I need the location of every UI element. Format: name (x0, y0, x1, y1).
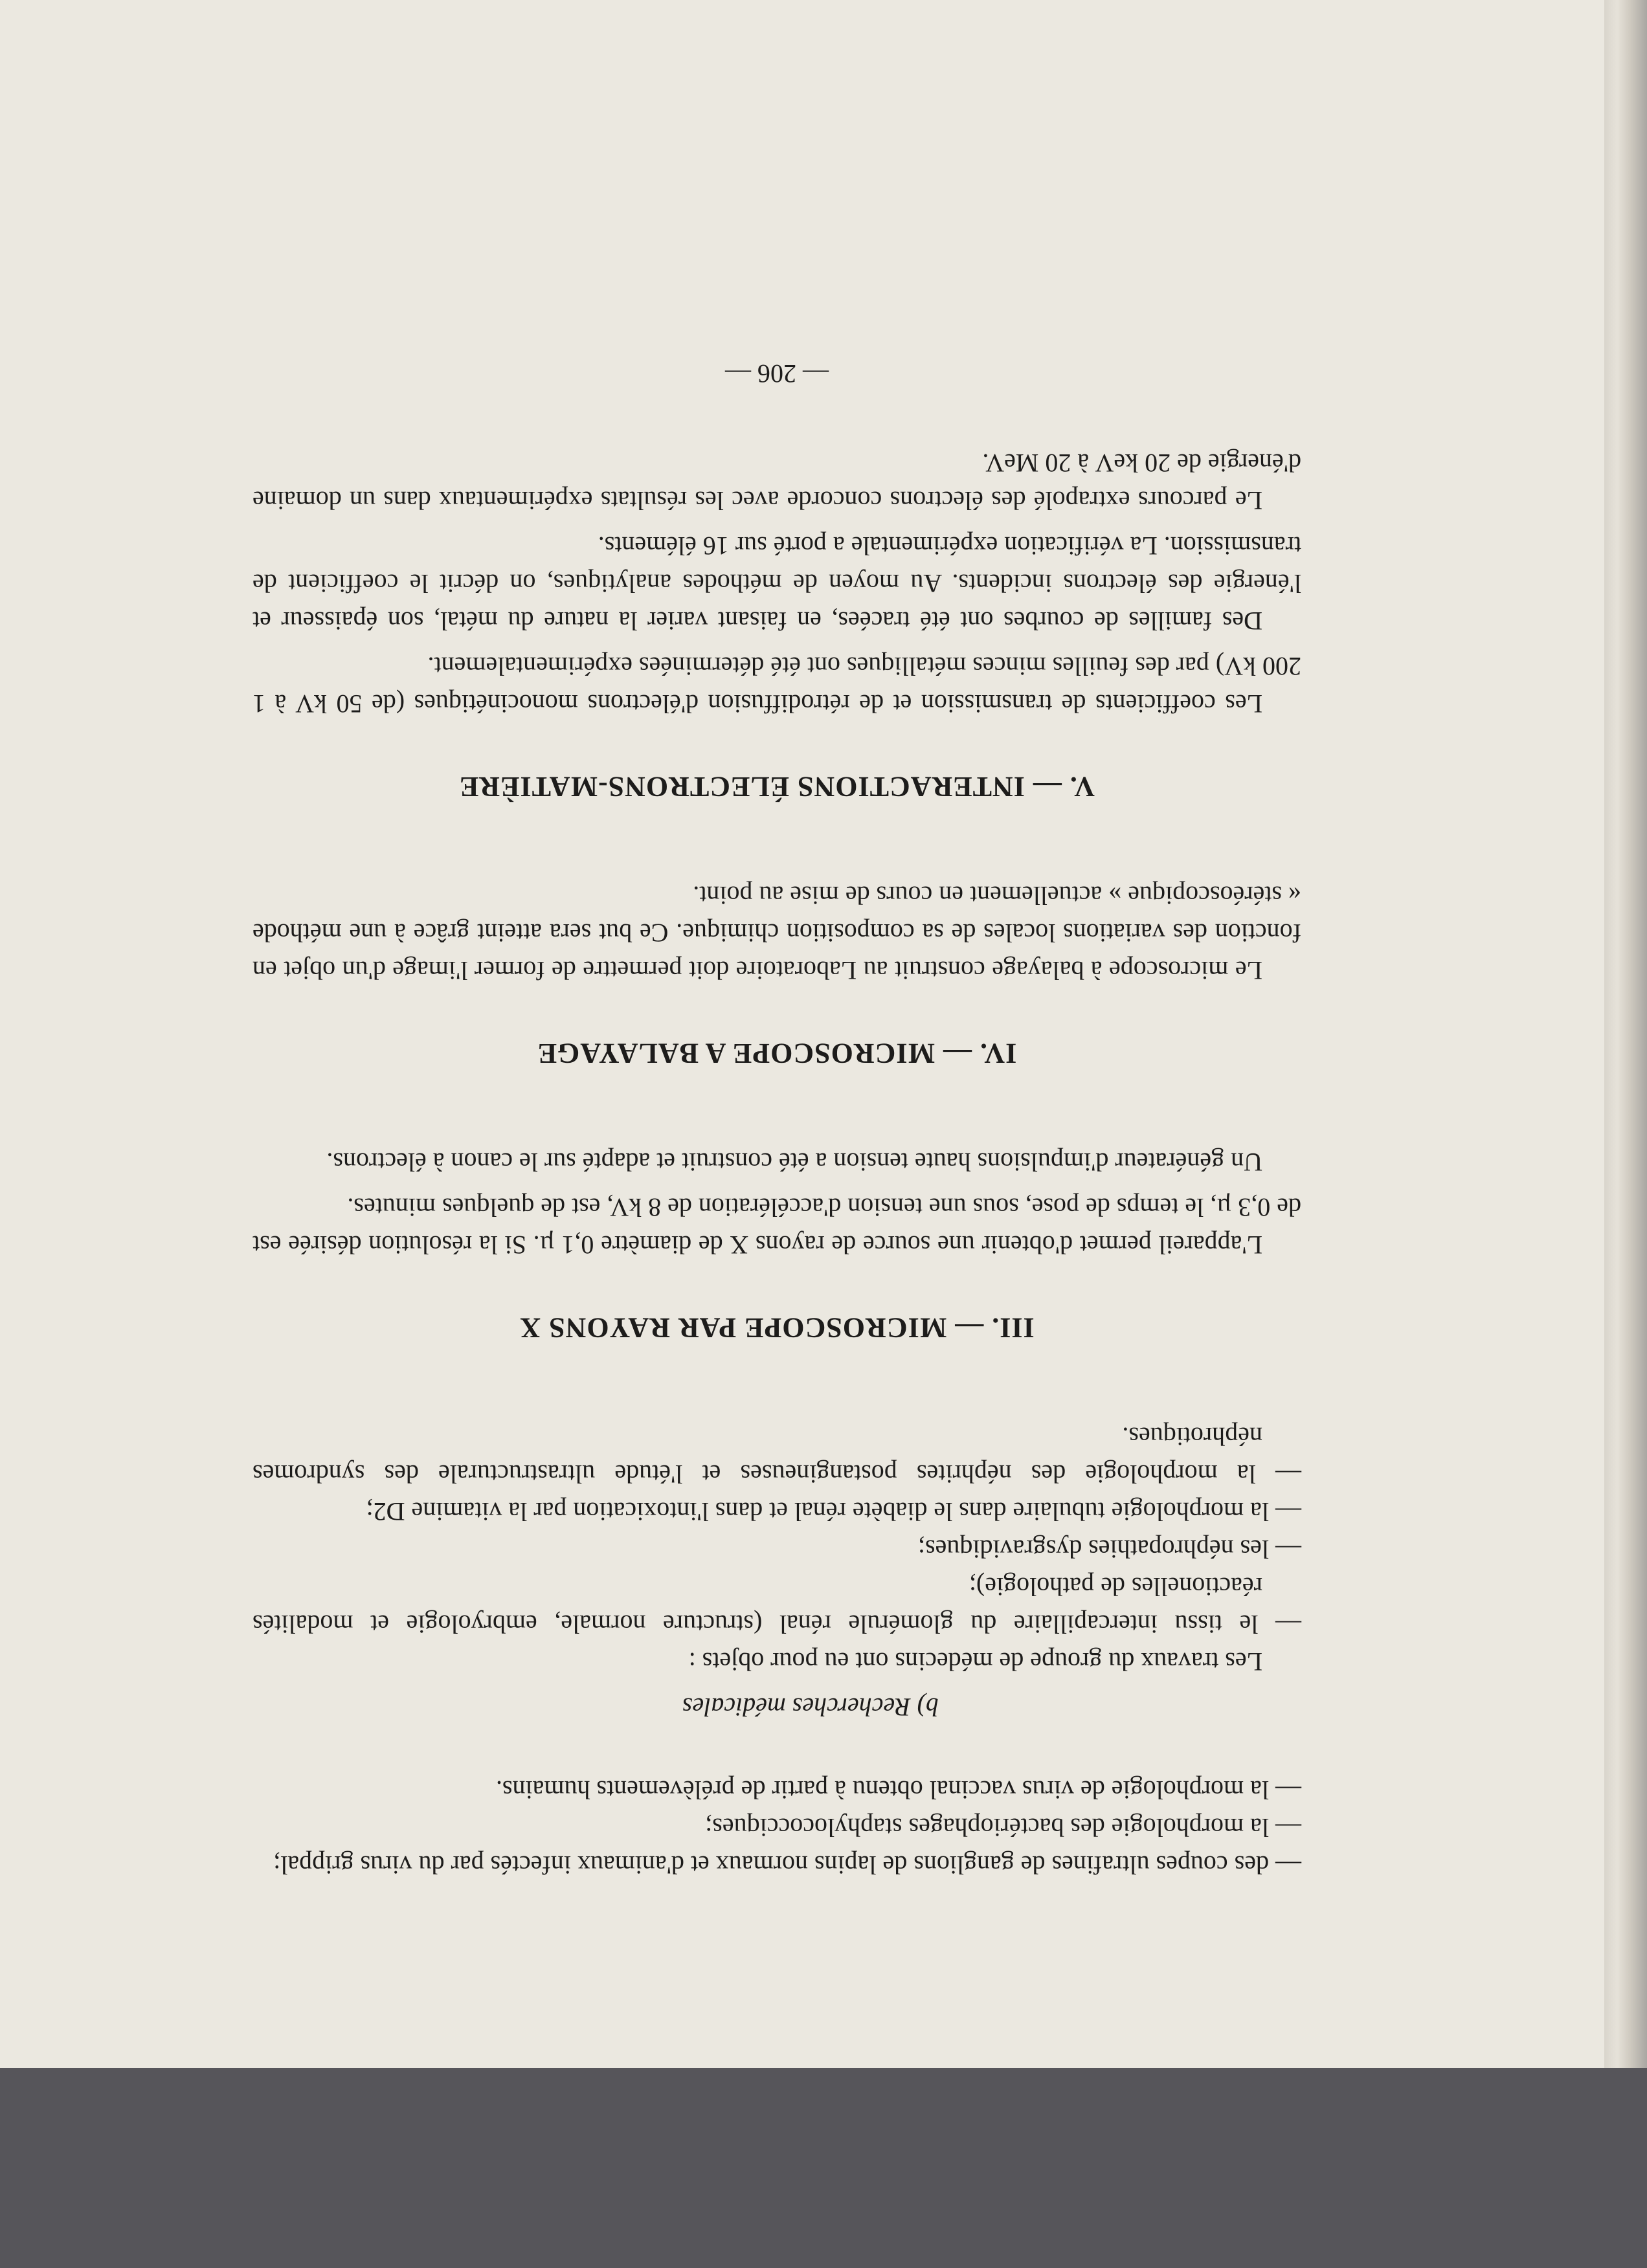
paragraph: Le parcours extrapolé des électrons concorde avec les résultats expérimentaux dans un domaine d'énergie de 20 keV à 20 MeV. (252, 449, 1301, 515)
list-item: — la morphologie des néphrites postangineuses et l'étude ultrastructurale des syndromes néphrotiques. (252, 1422, 1301, 1489)
subsection-title: b) Recherches médicales (682, 1693, 939, 1722)
paragraph: Le microscope à balayage construit au Laboratoire doit permettre de former l'image d'un objet en fonction des variations locales de sa composition chimique. Ce but sera atteint grâce à une méthode « stéréoscopique » actuellement en cours de mise au point. (252, 881, 1301, 985)
paragraph: Un générateur d'impulsions haute tension a été construit et adapté sur le canon à électrons. (326, 1148, 1262, 1177)
paragraph: Les coefficients de transmission et de rétrodiffusion d'électrons monocinétiques (de 50 kV à 1 200 kV) par des feuilles minces métalliques ont été déterminées expérimentalement. (252, 652, 1301, 718)
paragraph: Les travaux du groupe de médecins ont eu pour objets : (688, 1647, 1262, 1676)
list-item: — la morphologie des bactériophages staphylococciques; (705, 1813, 1301, 1842)
list-item: — des coupes ultrafines de ganglions de lapins normaux et d'animaux infectés par du virus grippal; (273, 1851, 1301, 1880)
page-text-block-upside-down (252, 214, 1301, 1884)
list-item: — la morphologie de virus vaccinal obtenu à partir de prélèvements humains. (495, 1775, 1301, 1805)
section-heading: III. — MICROSCOPE PAR RAYONS X (519, 1312, 1035, 1344)
list-item: — la morphologie tubulaire dans le diabète rénal et dans l'intoxication par la vitamine D2; (366, 1497, 1301, 1526)
page-edge (1604, 0, 1647, 2068)
list-item: — le tissu intercapillaire du glomérule rénal (structure normale, embryologie et modalités réactionelles de pathologie); (252, 1572, 1301, 1639)
page-number: — 206 — (725, 359, 829, 388)
section-heading: IV. — MICROSCOPE A BALAYAGE (537, 1038, 1017, 1069)
paragraph: L'appareil permet d'obtenir une source de rayons X de diamètre 0,1 µ. Si la résolution désirée est de 0,3 µ, le temps de pose, sous une tension d'accélération de 8 kV, est de quelques minutes. (252, 1193, 1301, 1260)
list-item: — les néphropathies dysgravidiques; (917, 1535, 1301, 1564)
paragraph: Des familles de courbes ont été tracées, en faisant varier la nature du métal, son épaisseur et l'énergie des électrons incidents. Au moyen de méthodes analytiques, on décrit le coefficient de transmission. La vérification expérimentale a porté sur 16 éléments. (252, 531, 1301, 636)
section-heading: V. — INTERACTIONS ÉLECTRONS-MATIÈRE (459, 771, 1095, 803)
